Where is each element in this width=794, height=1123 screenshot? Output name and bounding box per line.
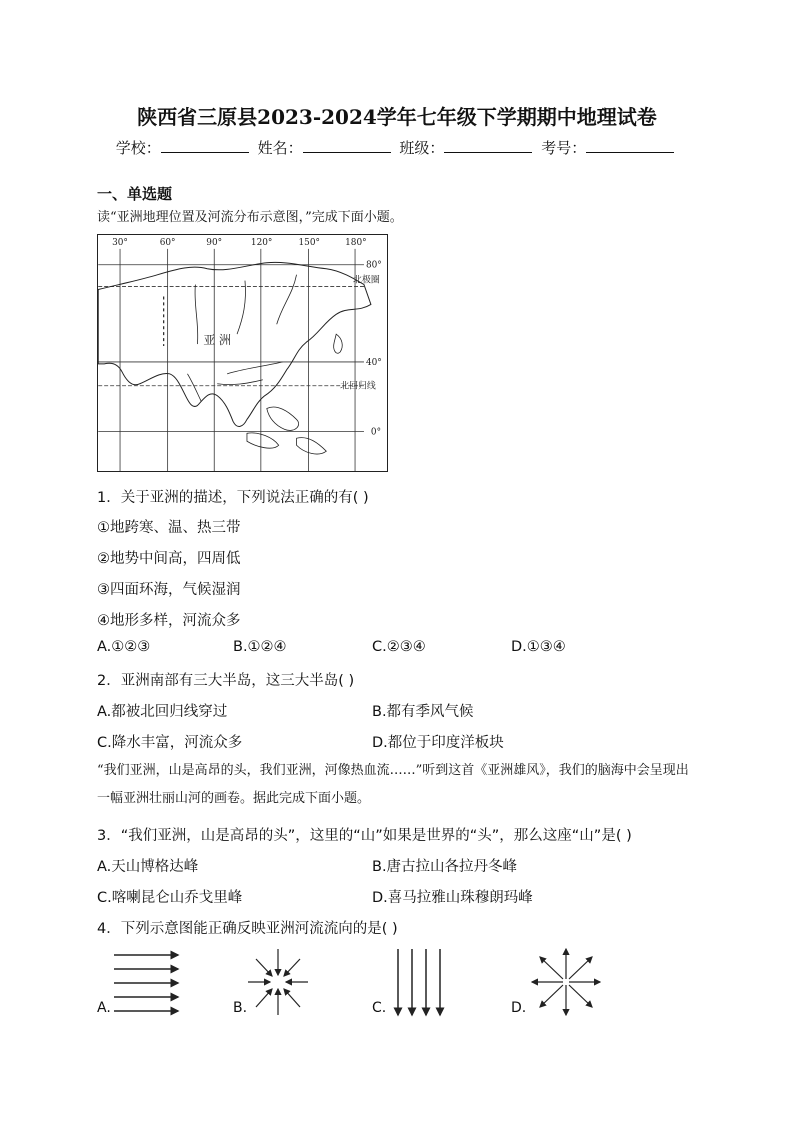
asia-coastline: [98, 262, 371, 426]
radiating-arrows-icon: [526, 945, 606, 1020]
lon-label: 180°: [345, 237, 367, 248]
lat-label: 北极圈: [353, 275, 380, 286]
q2-option-c[interactable]: C.降水丰富，河流众多: [97, 735, 243, 751]
lat-label: 40°: [365, 357, 382, 368]
lat-label: 80°: [365, 260, 382, 271]
school-label: 学校：: [115, 139, 161, 157]
q4-option-d[interactable]: D.: [511, 1000, 527, 1016]
q3-option-a[interactable]: A.天山博格达峰: [97, 859, 199, 875]
question-2-stem: 2．亚洲南部有三大半岛，这三大半岛( ): [97, 673, 355, 689]
q4-option-b[interactable]: B.: [233, 1000, 248, 1016]
question-4-stem: 4．下列示意图能正确反映亚洲河流流向的是( ): [97, 921, 398, 937]
q4-option-a[interactable]: A.: [97, 1000, 111, 1016]
question-3-stem: 3．“我们亚洲，山是高昂的头”，这里的“山”如果是世界的“头”，那么这座“山”是( ): [97, 828, 632, 844]
q1-option-c[interactable]: C.②③④: [372, 639, 426, 655]
q3-option-d[interactable]: D.喜马拉雅山珠穆朗玛峰: [372, 890, 533, 906]
q1-option-a[interactable]: A.①②③: [97, 639, 151, 655]
question-1-stem: 1．关于亚洲的描述，下列说法正确的有( ): [97, 490, 369, 506]
horizontal-arrows-icon: [110, 945, 190, 1020]
q1-item: ①地跨寒、温、热三带: [97, 520, 241, 536]
passage: “我们亚洲，山是高昂的头，我们亚洲，河像热血流……”听到这首《亚洲雄风》，我们的脑海中会呈现出一幅亚洲壮丽山河的画卷。据此完成下面小题。: [97, 763, 689, 806]
map-meridians: [120, 249, 355, 471]
q2-option-b[interactable]: B.都有季风气候: [372, 704, 474, 720]
name-blank[interactable]: [303, 140, 391, 153]
q1-item: ②地势中间高，四周低: [97, 551, 241, 567]
q2-option-d[interactable]: D.都位于印度洋板块: [372, 735, 504, 751]
section-intro: 读“亚洲地理位置及河流分布示意图，”完成下面小题。: [97, 210, 403, 225]
q4-option-c[interactable]: C.: [372, 1000, 387, 1016]
q1-option-b[interactable]: B.①②④: [233, 639, 287, 655]
class-label: 班级：: [399, 139, 445, 157]
q1-item: ③四面环海，气候湿润: [97, 582, 241, 598]
lon-label: 120°: [250, 237, 273, 248]
lon-label: 90°: [206, 237, 223, 248]
lon-label: 60°: [159, 237, 176, 248]
asia-map: [97, 234, 388, 472]
school-blank[interactable]: [161, 140, 249, 153]
vertical-arrows-icon: [384, 945, 464, 1020]
asia-region-label: 亚 洲: [203, 333, 231, 348]
section-heading: 一、单选题: [97, 185, 173, 203]
asia-map-drawing: [98, 235, 387, 471]
q1-item: ④地形多样，河流众多: [97, 613, 241, 629]
q3-option-b[interactable]: B.唐古拉山各拉丹冬峰: [372, 859, 518, 875]
lat-label: 北回归线: [340, 381, 376, 392]
q3-option-c[interactable]: C.喀喇昆仑山乔戈里峰: [97, 890, 243, 906]
exam-number-label: 考号：: [541, 139, 587, 157]
lon-label: 30°: [112, 237, 128, 248]
exam-number-blank[interactable]: [586, 140, 674, 153]
converging-arrows-icon: [240, 945, 320, 1020]
class-blank[interactable]: [444, 140, 532, 153]
q2-option-a[interactable]: A.都被北回归线穿过: [97, 704, 228, 720]
lat-label: 0°: [370, 427, 382, 438]
page-title: 陕西省三原县2023-2024学年七年级下学期期中地理试卷: [137, 105, 657, 129]
student-info-line: [0, 137, 794, 158]
q1-option-d[interactable]: D.①③④: [511, 639, 566, 655]
lon-label: 150°: [298, 237, 320, 248]
name-label: 姓名：: [257, 139, 303, 157]
map-parallels: [98, 265, 364, 432]
